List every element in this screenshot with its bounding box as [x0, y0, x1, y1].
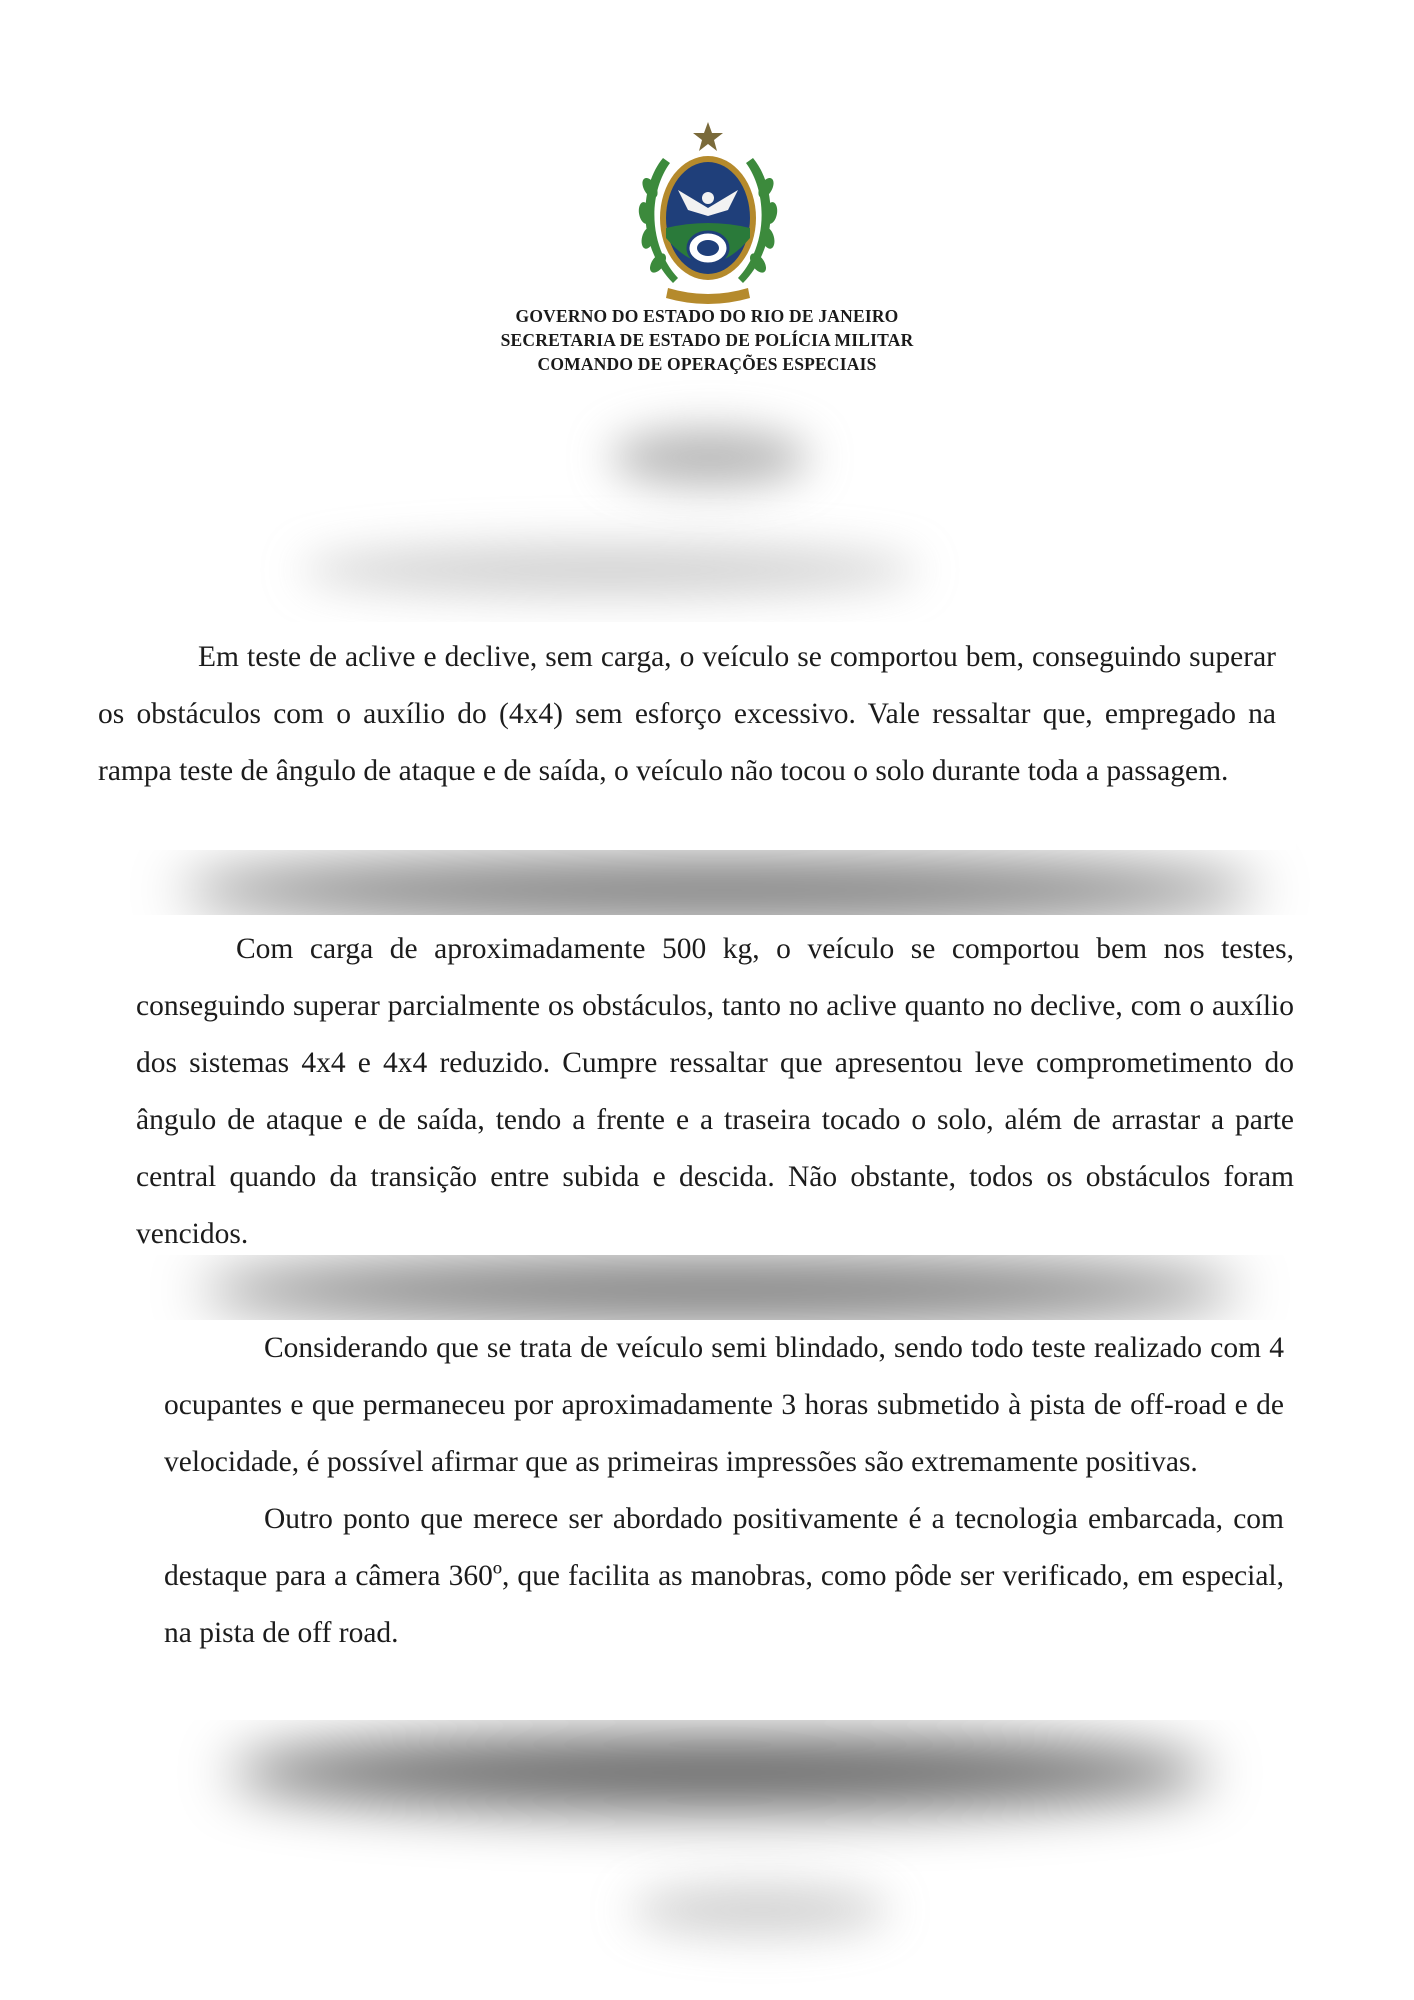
letterhead	[357, 304, 1057, 376]
paragraph-panel-3	[132, 1320, 1322, 1720]
paragraph-slope-test-loaded: Com carga de aproximadamente 500 kg, o veículo se comportou bem nos testes, conseguindo superar parcialmente os obstáculos, tanto no aclive quanto no declive, com o auxílio dos sistemas 4x4 e 4x4 reduzido. Cumpre ressaltar que apresentou leve comprometimento do ângulo de ataque e de saída, tendo a frente e a traseira tocado o solo, além de arrastar a parte central quando da transição entre subida e descida. Não obstante, todos os obstáculos foram vencidos.	[136, 933, 1294, 1250]
shadow-band	[180, 860, 1260, 920]
letterhead-line-secretariat: SECRETARIA DE ESTADO DE POLÍCIA MILITAR	[500, 330, 914, 350]
paragraph-embedded-technology: Outro ponto que merece ser abordado positivamente é a tecnologia embarcada, com destaque para a câmera 360º, que facilita as manobras, como pôde ser verificado, em especial, na pista de off road.	[164, 1503, 1284, 1649]
shadow-band	[230, 1735, 1210, 1810]
paragraph-panel-2	[132, 915, 1330, 1255]
blurred-redaction	[300, 545, 920, 595]
paragraph-slope-test-unloaded: Em teste de aclive e declive, sem carga, o veículo se comportou bem, conseguindo superar os obstáculos com o auxílio do (4x4) sem esforço excessivo. Vale ressaltar que, empregado na rampa teste de ângulo de ataque e de saída, o veículo não tocou o solo durante toda a passagem.	[98, 641, 1276, 787]
blurred-redaction	[630, 1885, 890, 1935]
coat-of-arms-icon	[628, 118, 788, 308]
paragraph-panel-1	[88, 622, 1296, 850]
letterhead-line-government: GOVERNO DO ESTADO DO RIO DE JANEIRO	[515, 306, 899, 326]
paragraph-first-impressions: Considerando que se trata de veículo semi blindado, sendo todo teste realizado com 4 ocupantes e que permaneceu por aproximadamente 3 horas submetido à pista de off-road e de velocidade, é possível afirmar que as primeiras impressões são extremamente positivas.	[164, 1332, 1284, 1478]
shadow-band	[200, 1260, 1240, 1320]
letterhead-line-command: COMANDO DE OPERAÇÕES ESPECIAIS	[537, 354, 877, 374]
blurred-redaction	[610, 430, 810, 485]
